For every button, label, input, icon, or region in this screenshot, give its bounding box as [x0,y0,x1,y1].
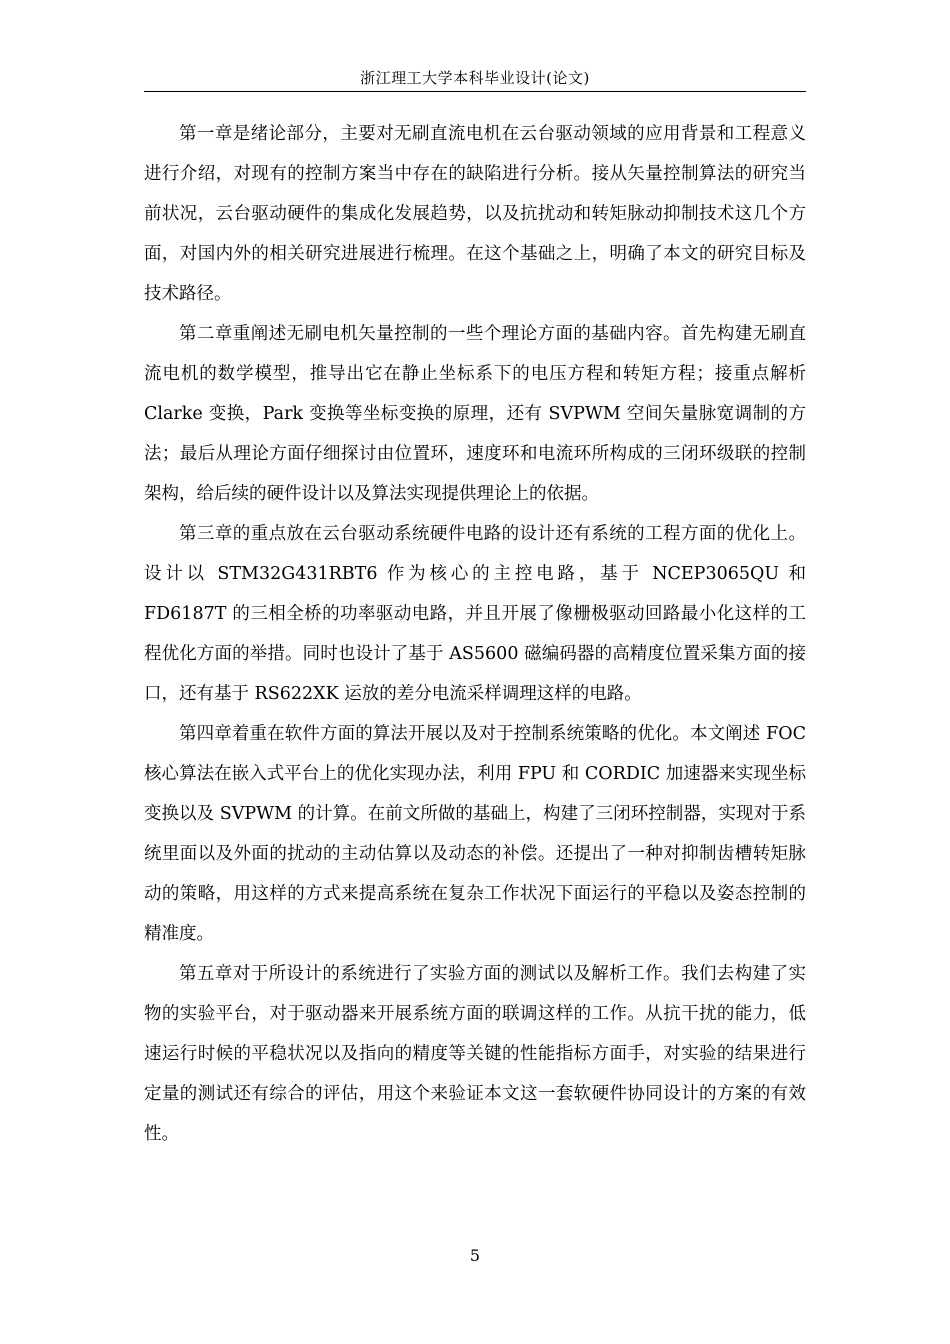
header-rule [144,91,806,92]
paragraph-chapter-3: 第三章的重点放在云台驱动系统硬件电路的设计还有系统的工程方面的优化上。设计以 STM32G431RBT6 作为核心的主控电路，基于 NCEP3065QU 和 FD6187T 的三相全桥的功率驱动电路，并且开展了像栅极驱动回路最小化这样的工程优化方面的举措。同时也设计了基于 AS5600 磁编码器的高精度位置采集方面的接口，还有基于 RS622XK 运放的差分电流采样调理这样的电路。 [144,524,806,704]
paragraph-chapter-1: 第一章是绪论部分，主要对无刷直流电机在云台驱动领域的应用背景和工程意义进行介绍，对现有的控制方案当中存在的缺陷进行分析。接从矢量控制算法的研究当前状况，云台驱动硬件的集成化发展趋势，以及抗扰动和转矩脉动抑制技术这几个方面，对国内外的相关研究进展进行梳理。在这个基础之上，明确了本文的研究目标及技术路径。 [144,124,806,304]
running-header: 浙江理工大学本科毕业设计(论文) [360,69,590,87]
paragraph-chapter-2: 第二章重阐述无刷电机矢量控制的一些个理论方面的基础内容。首先构建无刷直流电机的数学模型，推导出它在静止坐标系下的电压方程和转矩方程；接重点解析 Clarke 变换，Park 变换等坐标变换的原理，还有 SVPWM 空间矢量脉宽调制的方法；最后从理论方面仔细探讨由位置环，速度环和电流环所构成的三闭环级联的控制架构，给后续的硬件设计以及算法实现提供理论上的依据。 [144,324,806,504]
paragraph-chapter-4: 第四章着重在软件方面的算法开展以及对于控制系统策略的优化。本文阐述 FOC 核心算法在嵌入式平台上的优化实现办法，利用 FPU 和 CORDIC 加速器来实现坐标变换以及 SVPWM 的计算。在前文所做的基础上，构建了三闭环控制器，实现对于系统里面以及外面的扰动的主动估算以及动态的补偿。还提出了一种对抑制齿槽转矩脉动的策略，用这样的方式来提高系统在复杂工作状况下面运行的平稳以及姿态控制的精准度。 [144,724,806,944]
paragraph-chapter-5: 第五章对于所设计的系统进行了实验方面的测试以及解析工作。我们去构建了实物的实验平台，对于驱动器来开展系统方面的联调这样的工作。从抗干扰的能力，低速运行时候的平稳状况以及指向的精度等关键的性能指标方面手，对实验的结果进行定量的测试还有综合的评估，用这个来验证本文这一套软硬件协同设计的方案的有效性。 [144,964,806,1144]
page-number: 5 [469,1246,481,1265]
body-text [144,114,806,1154]
